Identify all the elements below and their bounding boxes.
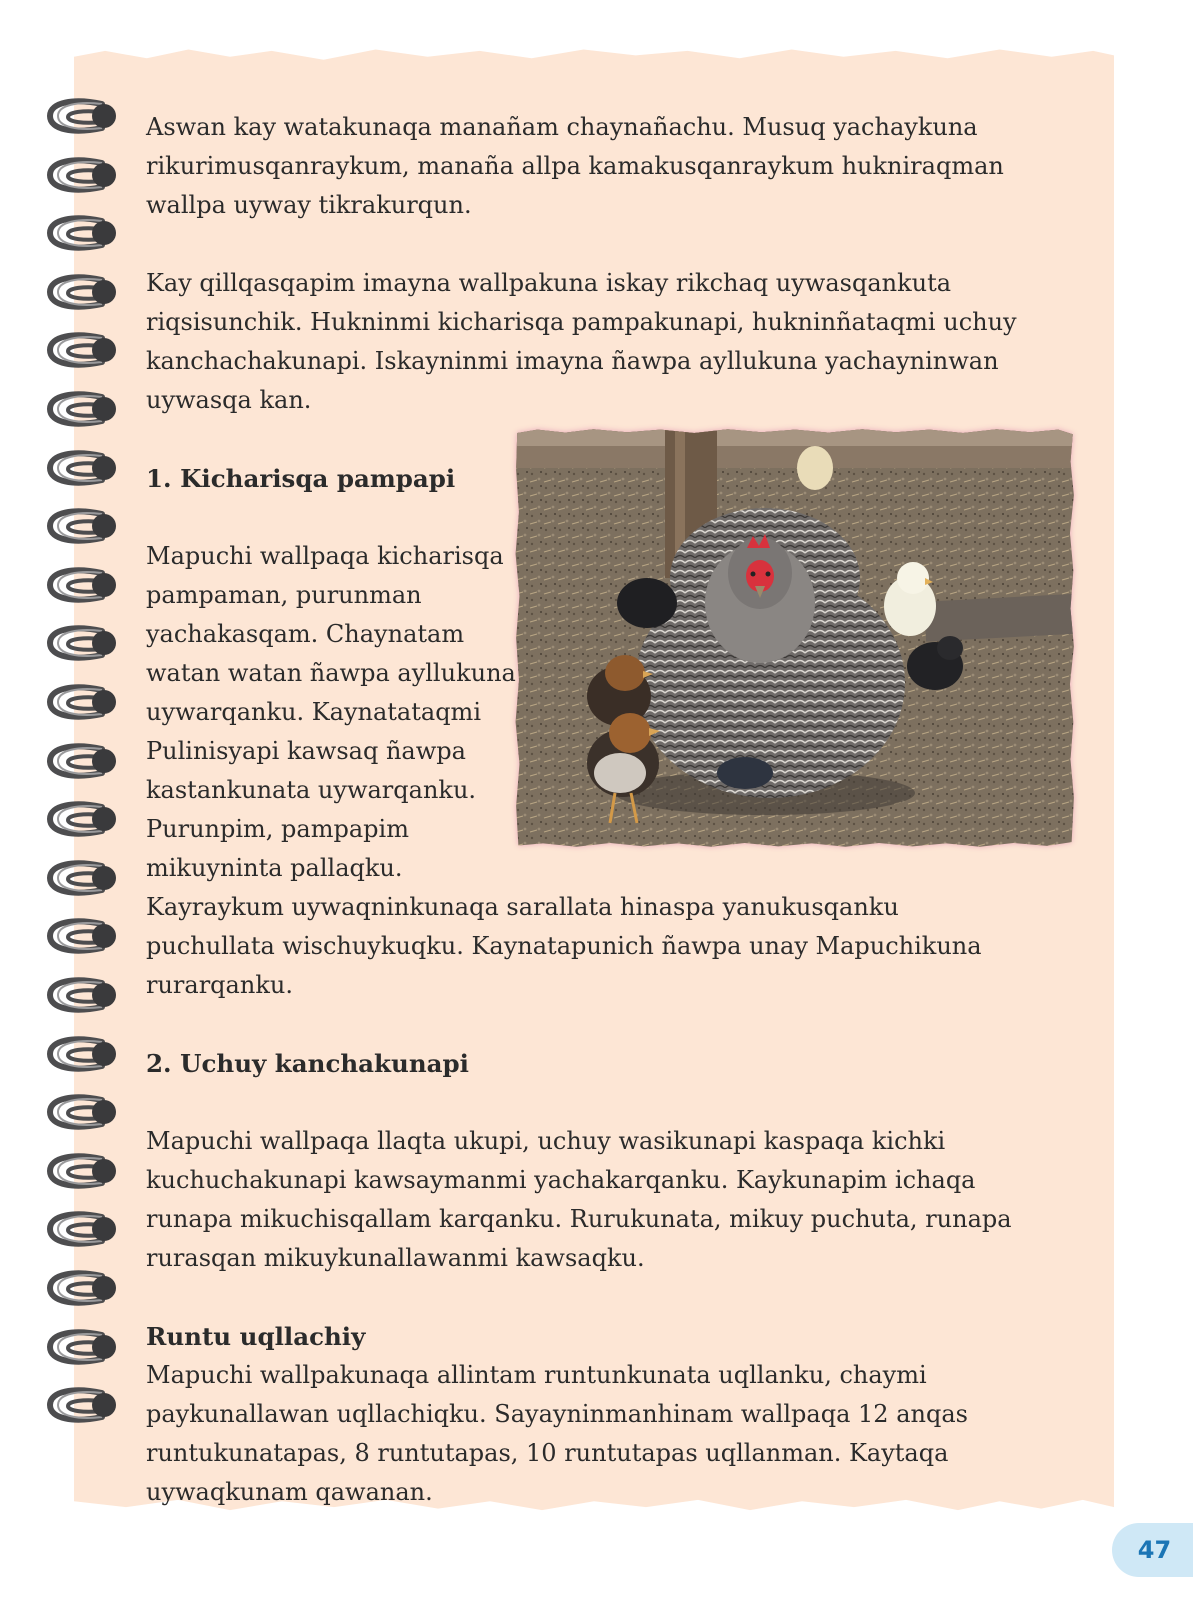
section1-line: watan watan ñawpa ayllukuna — [146, 659, 516, 687]
spiral-binding-ring-icon — [44, 682, 124, 726]
spiral-binding-ring-icon — [44, 1268, 124, 1312]
section1-continuation: Kayraykum uywaqninkunaqa sarallata hinaspa yanukusqanku puchullata wischuykuqku. Kaynatapunich ñawpa unay Mapuchikuna rurarqanku. — [146, 893, 982, 999]
section1-line: mikuyninta pallaqku. — [146, 854, 403, 882]
spiral-binding-ring-icon — [44, 389, 124, 433]
spiral-binding-ring-icon — [44, 330, 124, 374]
page-number: 47 — [1137, 1536, 1172, 1564]
section-heading-2: 2. Uchuy kanchakunapi — [146, 1049, 469, 1078]
spiral-binding-ring-icon — [44, 858, 124, 902]
section-heading-3: Runtu uqllachiy — [146, 1322, 366, 1351]
spiral-binding-ring-icon — [44, 506, 124, 550]
spiral-binding-ring-icon — [44, 155, 124, 199]
spiral-binding-ring-icon — [44, 1034, 124, 1078]
section1-line: yachakasqam. Chaynatam — [146, 620, 465, 648]
section1-line: Pulinisyapi kawsaq ñawpa — [146, 737, 466, 765]
spiral-binding-ring-icon — [44, 916, 124, 960]
section1-line: Mapuchi wallpaqa kicharisqa — [146, 542, 504, 570]
spiral-binding-ring-icon — [44, 272, 124, 316]
spiral-binding-ring-icon — [44, 799, 124, 843]
section2-paragraph: Mapuchi wallpaqa llaqta ukupi, uchuy wasikunapi kaspaqa kichki kuchuchakunapi kawsaymanmi yachakarqanku. Kaykunapim ichaqa runapa mikuchisqallam karqanku. Rurukunata, mikuy puchuta, runapa rurasqan mikuykunallawanmi kawsaqku. — [146, 1127, 1012, 1272]
spiral-binding-ring-icon — [44, 213, 124, 257]
spiral-binding-ring-icon — [44, 448, 124, 492]
intro-paragraph-1: Aswan kay watakunaqa manañam chaynañachu. Musuq yachaykuna rikurimusqanraykum, manaña allpa kamakusqanraykum hukniraqman wallpa uyway tikrakurqun. — [146, 113, 1004, 219]
page-number-badge — [1112, 1523, 1193, 1577]
spiral-binding-ring-icon — [44, 1092, 124, 1136]
spiral-binding-ring-icon — [44, 1209, 124, 1253]
spiral-binding-ring-icon — [44, 1327, 124, 1371]
spiral-binding-ring-icon — [44, 623, 124, 667]
section1-line: pampaman, purunman — [146, 581, 422, 609]
spiral-binding-ring-icon — [44, 741, 124, 785]
section1-line: uywarqanku. Kaynatataqmi — [146, 698, 481, 726]
spiral-binding-ring-icon — [44, 1151, 124, 1195]
section-heading-1: 1. Kicharisqa pampapi — [146, 464, 456, 493]
spiral-binding-ring-icon — [44, 975, 124, 1019]
section1-line: Purunpim, pampapim — [146, 815, 409, 843]
spiral-binding-ring-icon — [44, 96, 124, 140]
hen-with-chicks-photo — [515, 428, 1075, 848]
hen-with-chicks-image — [515, 428, 1075, 848]
spiral-binding-ring-icon — [44, 1385, 124, 1429]
intro-paragraph-2: Kay qillqasqapim imayna wallpakuna iskay rikchaq uywasqankuta riqsisunchik. Hukninmi kicharisqa pampakunapi, hukninñataqmi uchuy kanchachakunapi. Iskayninmi imayna ñawpa ayllukuna yachayninwan uywasqa kan. — [146, 269, 1017, 414]
spiral-binding — [44, 96, 124, 1456]
section1-line: kastankunata uywarqanku. — [146, 776, 477, 804]
spiral-binding-ring-icon — [44, 565, 124, 609]
section3-paragraph: Mapuchi wallpakunaqa allintam runtunkunata uqllanku, chaymi paykunallawan uqllachiqku. Sayayninmanhinam wallpaqa 12 anqas runtukunatapas, 8 runtutapas, 10 runtutapas uqllanman. Kaytaqa uywaqkunam qawanan. — [146, 1361, 968, 1506]
